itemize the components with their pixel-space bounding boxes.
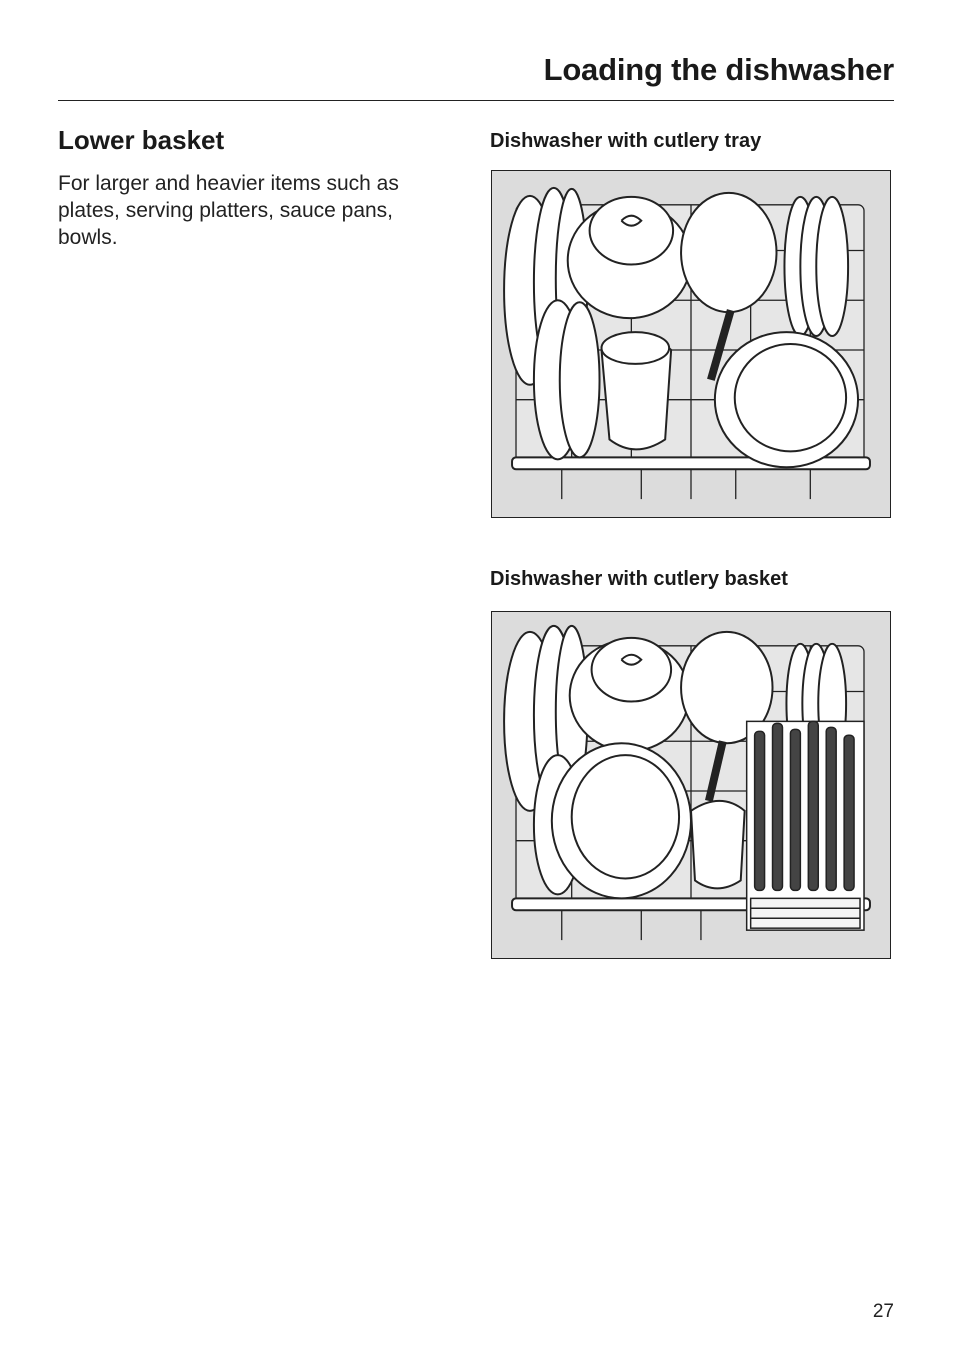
- page-title: Loading the dishwasher: [543, 52, 894, 87]
- figure-caption-cutlery-basket: Dishwasher with cutlery basket: [490, 568, 788, 590]
- lower-basket-illustration: [492, 171, 890, 517]
- lower-basket-basket-illustration: [492, 612, 890, 958]
- figure-lower-basket-cutlery-tray: [491, 170, 891, 518]
- page-number: 27: [872, 1301, 894, 1322]
- section-body-text: For larger and heavier items such as plates, serving platters, sauce pans, bowls.: [58, 172, 399, 249]
- header-rule: [58, 100, 894, 101]
- figure-caption-cutlery-tray: Dishwasher with cutlery tray: [490, 130, 762, 152]
- section-heading: Lower basket: [58, 125, 225, 155]
- figure-lower-basket-cutlery-basket: [491, 611, 891, 959]
